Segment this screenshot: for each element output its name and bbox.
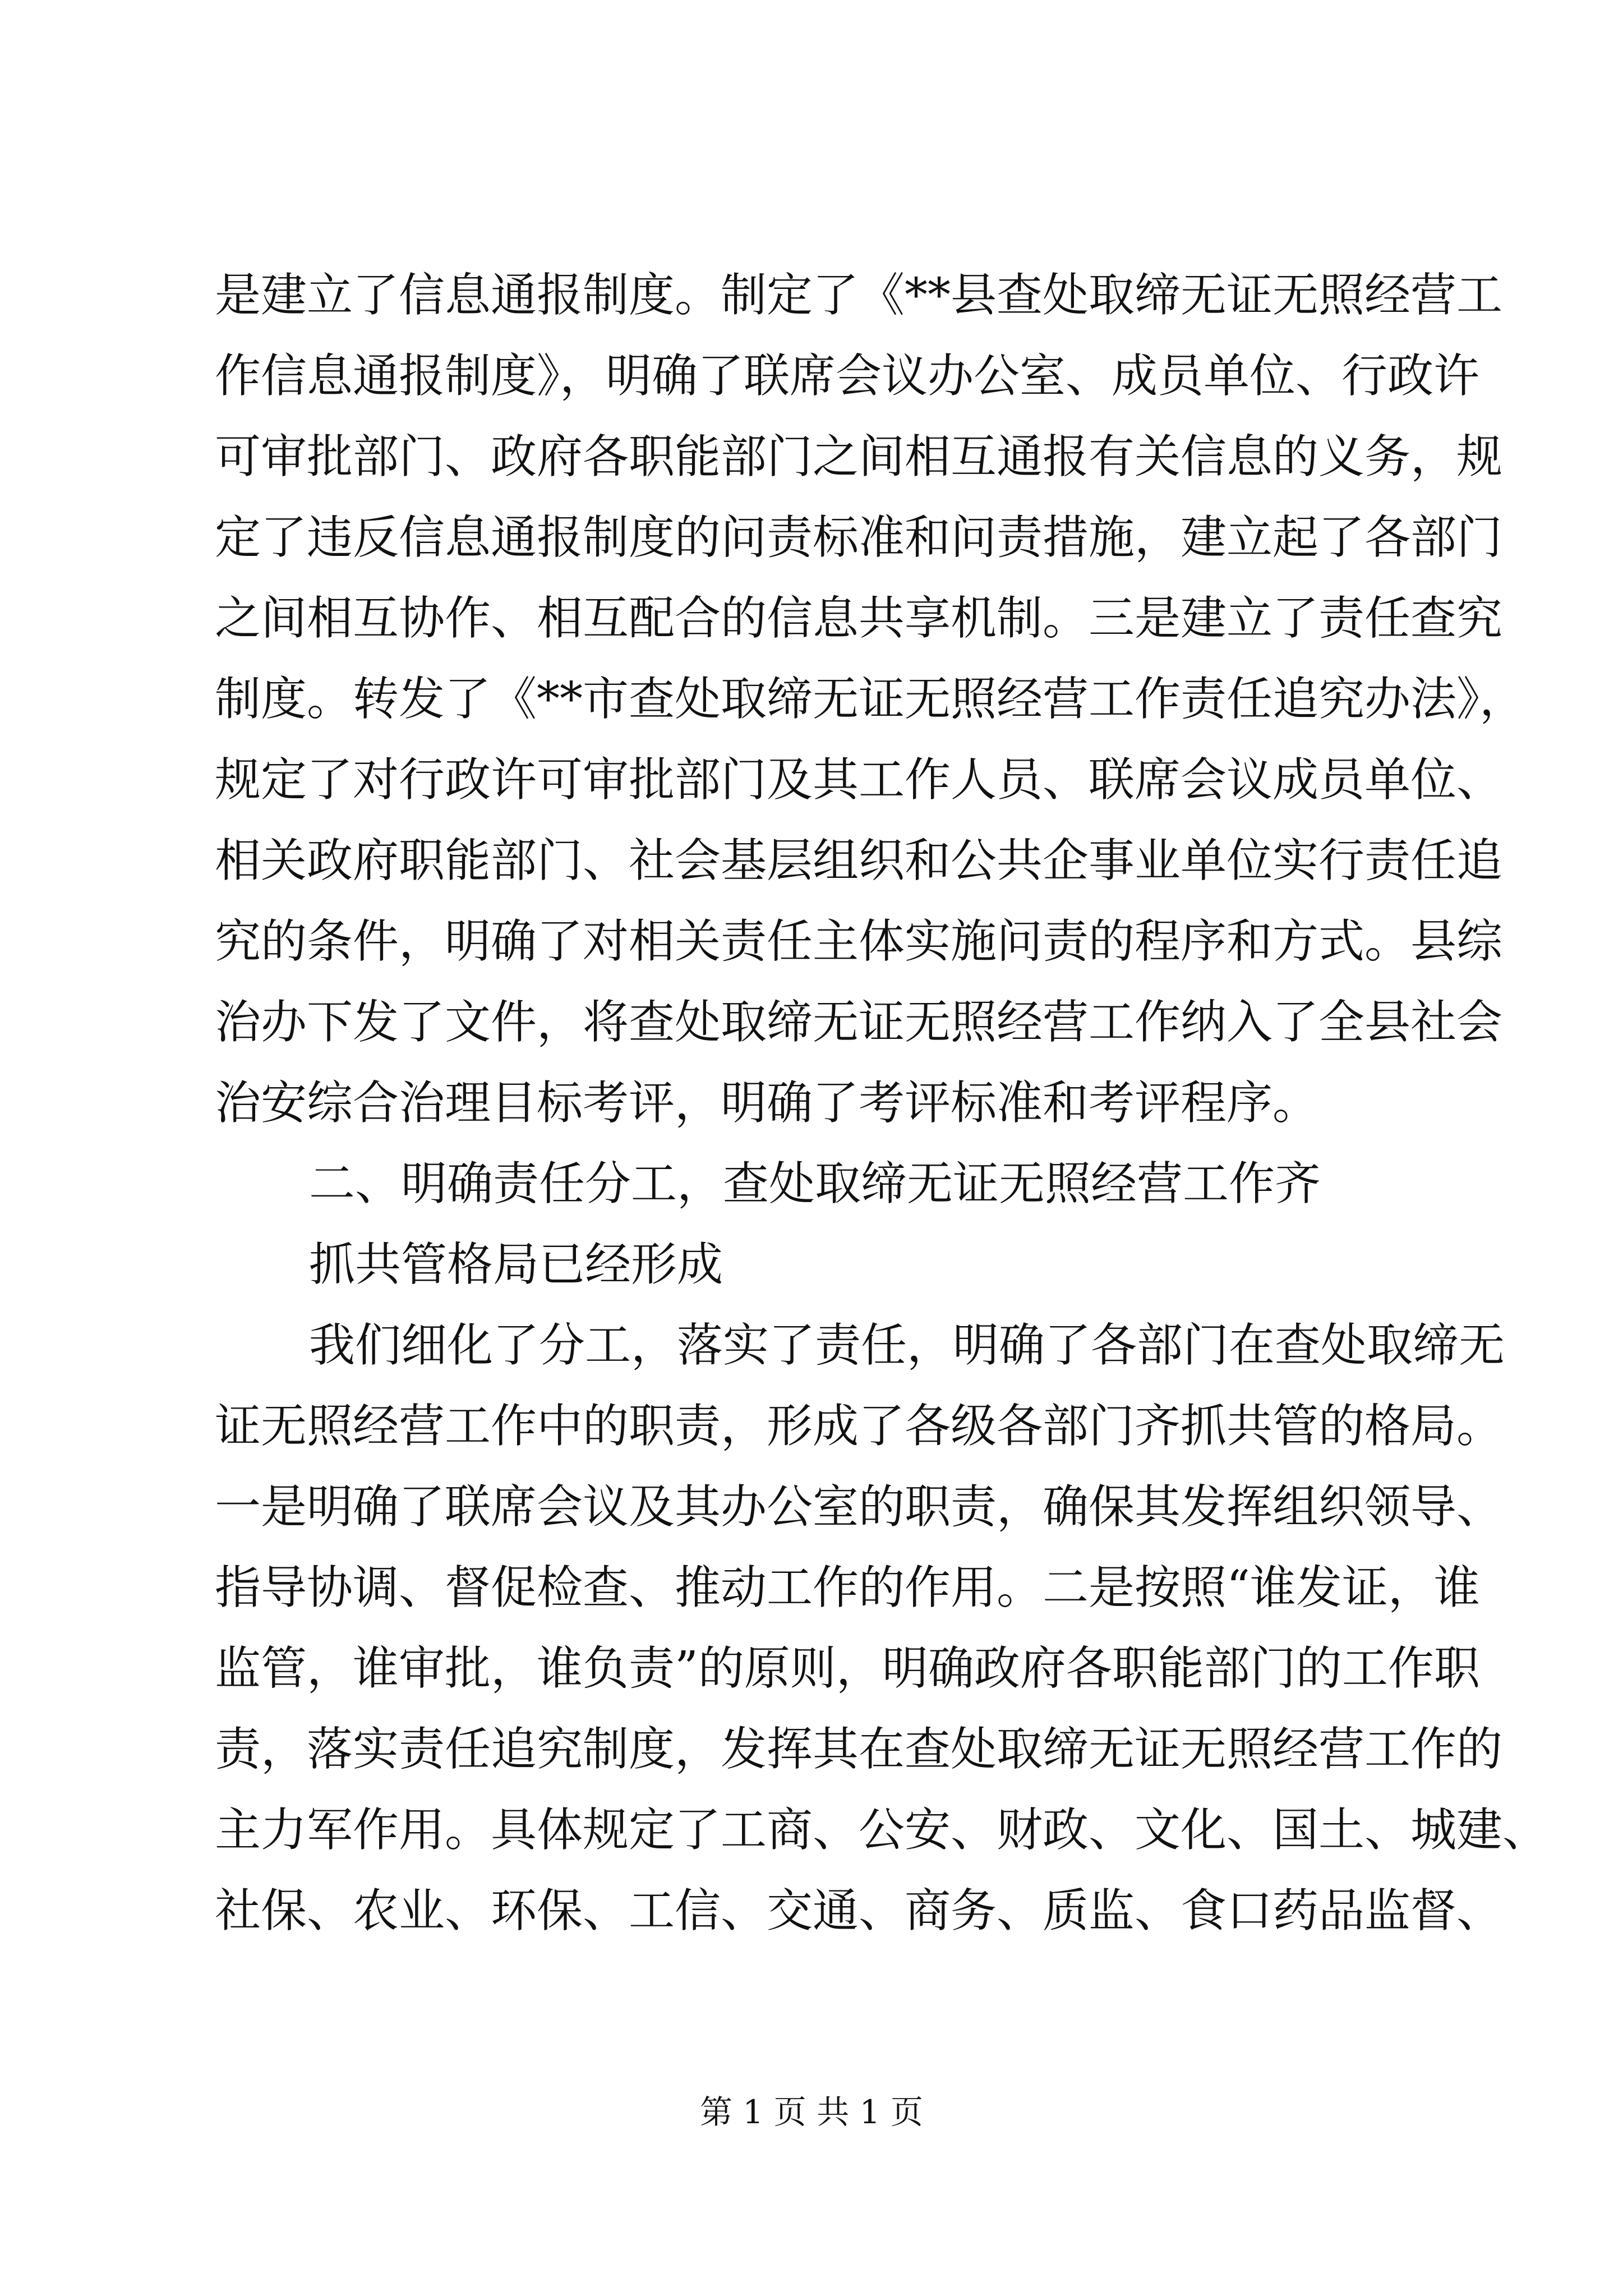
text-line: 之间相互协作、相互配合的信息共享机制。三是建立了责任查究 <box>215 592 1503 645</box>
text-line: 社保、农业、环保、工信、交通、商务、质监、食口药品监督、 <box>215 1884 1503 1938</box>
text-line: 指导协调、督促检查、推动工作的作用。二是按照“谁发证，谁 <box>215 1561 1480 1614</box>
page-number-footer: 第 1 页 共 1 页 <box>700 2093 923 2131</box>
text-line: 规定了对行政许可审批部门及其工作人员、联席会议成员单位、 <box>215 753 1503 807</box>
text-line: 主力军作用。具体规定了工商、公安、财政、文化、国土、城建、 <box>215 1803 1549 1857</box>
section-heading-line: 抓共管格局已经形成 <box>309 1238 723 1291</box>
text-line: 究的条件，明确了对相关责任主体实施问责的程序和方式。县综 <box>215 915 1503 968</box>
body-text <box>215 255 1549 1952</box>
text-line: 制度。转发了《**市查处取缔无证无照经营工作责任追究办法》， <box>215 673 1526 726</box>
text-line: 是建立了信息通报制度。制定了《**县查处取缔无证无照经营工 <box>215 269 1503 322</box>
text-line: 治办下发了文件，将查处取缔无证无照经营工作纳入了全县社会 <box>215 996 1503 1049</box>
text-line: 治安综合治理目标考评，明确了考评标准和考评程序。 <box>215 1076 1319 1130</box>
text-line: 监管，谁审批，谁负责”的原则，明确政府各职能部门的工作职 <box>215 1642 1480 1695</box>
text-line: 相关政府职能部门、社会基层组织和公共企事业单位实行责任追 <box>215 834 1503 887</box>
text-line: 一是明确了联席会议及其办公室的职责，确保其发挥组织领导、 <box>215 1480 1503 1534</box>
text-line: 可审批部门、政府各职能部门之间相互通报有关信息的义务，规 <box>215 430 1503 484</box>
text-line: 责，落实责任追究制度，发挥其在查处取缔无证无照经营工作的 <box>215 1723 1503 1776</box>
text-line: 定了违反信息通报制度的问责标准和问责措施，建立起了各部门 <box>215 511 1503 564</box>
section-heading-line: 二、明确责任分工，查处取缔无证无照经营工作齐 <box>309 1157 1321 1211</box>
paragraph-first-line: 我们细化了分工，落实了责任，明确了各部门在查处取缔无 <box>309 1319 1505 1372</box>
text-line: 证无照经营工作中的职责，形成了各级各部门齐抓共管的格局。 <box>215 1400 1503 1453</box>
text-line: 作信息通报制度》，明确了联席会议办公室、成员单位、行政许 <box>215 349 1480 403</box>
